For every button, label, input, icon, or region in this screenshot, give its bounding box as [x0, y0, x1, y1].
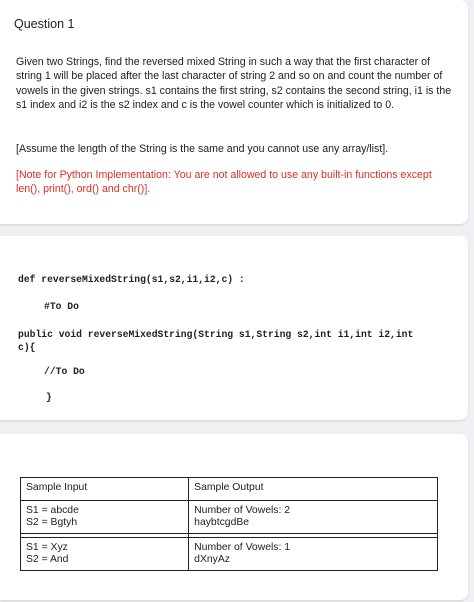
sample-input-s2: S2 = And — [26, 554, 69, 565]
sample-output-cell — [189, 538, 438, 571]
sample-card — [0, 434, 468, 600]
sample-output-string: haybtcgdBe — [194, 517, 250, 528]
table-row — [21, 501, 438, 534]
sample-input-header: Sample Input — [21, 478, 189, 501]
java-closing-brace: } — [46, 392, 52, 403]
code-card — [0, 236, 468, 420]
sample-input-cell — [21, 501, 189, 534]
question-card — [0, 0, 468, 224]
question-description: Given two Strings, find the reversed mixed String in such a way that the first character of string 1 will be placed after the last character of string 2 and so on and count the number of vowels in the given strings. s1 contains the first string, s2 contains the second string, i1 is the s1 index and i2 is the s2 index and c is the vowel counter which is initialized to 0. — [16, 56, 452, 112]
sample-output-cell — [189, 501, 438, 534]
question-assumption: [Assume the length of the String is the same and you cannot use any array/list]. — [16, 143, 389, 155]
sample-output-header: Sample Output — [189, 478, 438, 501]
sample-output-string: dXnyAz — [194, 554, 230, 565]
sample-output-vowels: Number of Vowels: 1 — [194, 542, 291, 553]
sample-output-vowels: Number of Vowels: 2 — [194, 505, 291, 516]
java-todo-comment: //To Do — [44, 366, 85, 377]
python-todo-comment: #To Do — [44, 301, 79, 312]
sample-input-s1: S1 = abcde — [26, 505, 79, 516]
question-title: Question 1 — [14, 17, 75, 31]
python-function-signature: def reverseMixedString(s1,s2,i1,i2,c) : — [18, 274, 245, 285]
sample-header-row — [21, 478, 438, 501]
sample-input-cell — [21, 538, 189, 571]
sample-input-s2: S2 = Bgtyh — [26, 517, 78, 528]
sample-input-s1: S1 = Xyz — [26, 542, 68, 553]
table-row — [21, 538, 438, 571]
java-method-signature: public void reverseMixedString(String s1,String s2,int i1,int i2,int c){ — [18, 329, 414, 353]
question-note: [Note for Python Implementation: You are not allowed to use any built-in functions except len(), print(), ord() and chr()]. — [16, 169, 432, 196]
sample-table — [20, 477, 438, 571]
